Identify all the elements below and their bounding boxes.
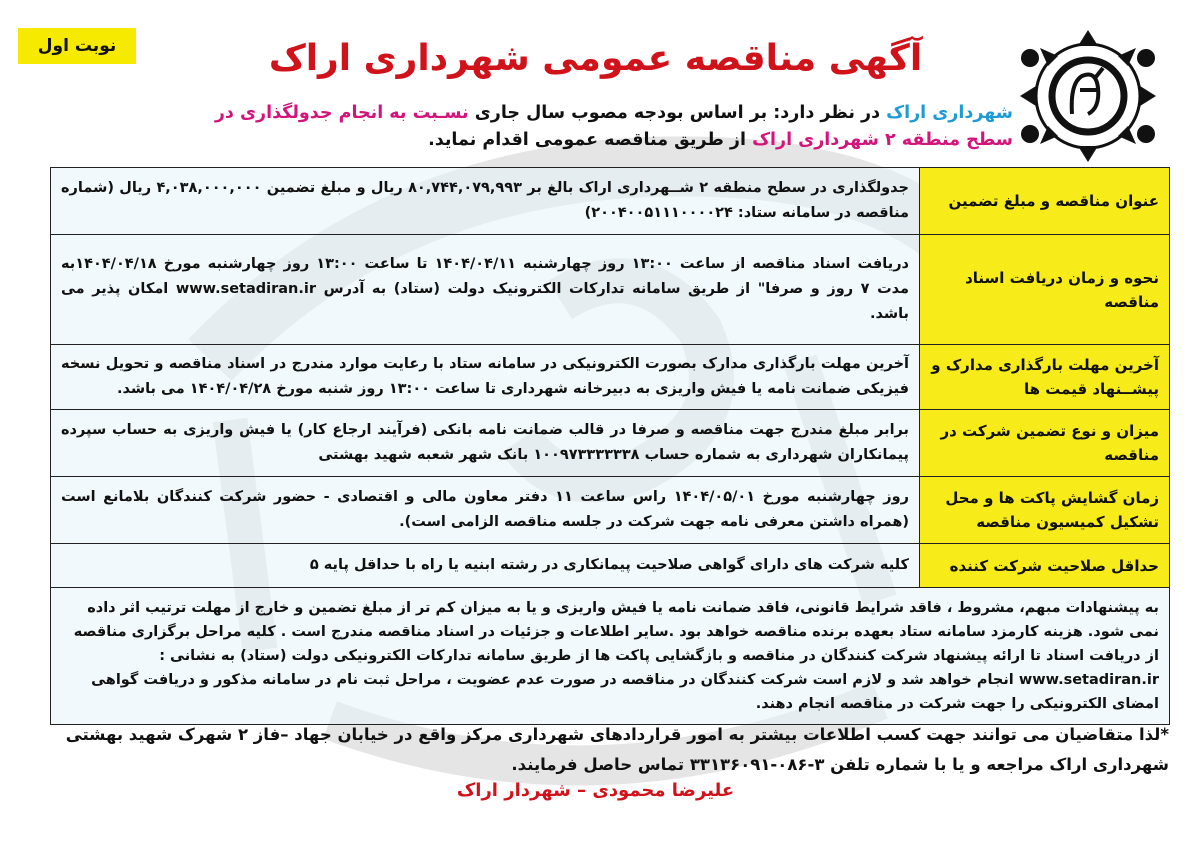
table-row — [51, 410, 1170, 477]
row-value: برابر مبلغ مندرج جهت مناقصه و صرفا در قالب ضمانت نامه بانکی (فرآیند ارجاع کار) یا فیش واریزی به حساب سپرده پیمانکاران شهرداری به شماره حساب ۱۰۰۹۷۳۳۳۳۳۳۸ بانک شهر شعبه شهید بهشتی — [51, 410, 920, 477]
table-row — [51, 345, 1170, 410]
row-label: نحوه و زمان دریافت اسناد مناقصه — [920, 235, 1170, 345]
row-label: آخرین مهلت بارگذاری مدارک و پیشــنهاد قیمت ها — [920, 345, 1170, 410]
setadiran-link[interactable]: www.setadiran.ir — [1018, 672, 1159, 688]
table-row — [51, 544, 1170, 588]
setadiran-link[interactable]: www.setadiran.ir — [175, 281, 317, 297]
footnote-post: انجام خواهد شد و لازم است شرکت کنندگان در مناقصه در صورت عدم عضویت ، مراحل ثبت نام در سامانه مذکور و دریافت گواهی امضای الکترونیکی را جهت شرکت در مناقصه انجام دهند. — [91, 672, 1159, 712]
row-label: میزان و نوع تضمین شرکت در مناقصه — [920, 410, 1170, 477]
row-label: زمان گشایش پاکت ها و محل تشکیل کمیسیون مناقصه — [920, 477, 1170, 544]
footnote-pre: به پیشنهادات مبهم، مشروط ، فاقد شرایط قانونی، فاقد ضمانت نامه یا فیش واریزی و یا به میزان کم تر از مبلغ تضمین و خارج از مهلت ترتیب اثر داده نمی شود. هزینه کارمزد سامانه ستاد بعهده برنده مناقصه خواهد بود .سایر اطلاعات و جزئیات در اسناد مناقصه مندرج است . کلیه مراحل برگزاری مناقصه از دریافت اسناد تا ارائه پیشنهاد شرکت کنندگان در مناقصه و بازگشایی پاکت ها از طریق سامانه تدارکات الکترونیکی دولت (ستاد) به نشانی : — [73, 600, 1159, 664]
table-row — [51, 168, 1170, 235]
contact-info: *لذا متقاضیان می توانند جهت کسب اطلاعات بیشتر به امور قراردادهای شهرداری مرکز واقع در خیابان جهاد –فاز ۲ شهرک شهید بهشتی شهرداری اراک مراجعه و یا با شماره تلفن ۳-۰۸۶-۳۳۱۳۶۰۹۱ تماس حاصل فرمایند. — [65, 725, 1169, 774]
intro-organization: شهرداری اراک — [886, 103, 1013, 123]
table-row — [51, 235, 1170, 345]
row-label: عنوان مناقصه و مبلغ تضمین — [920, 168, 1170, 235]
table-row — [51, 477, 1170, 544]
intro-text-1: در نظر دارد: بر اساس بودجه مصوب سال جاری — [468, 103, 887, 123]
intro-paragraph — [183, 100, 1013, 154]
table-row — [51, 588, 1170, 725]
row-value: آخرین مهلت بارگذاری مدارک بصورت الکترونیکی در سامانه ستاد با رعایت موارد مندرج در اسناد مناقصه و تحویل نسخه فیزیکی ضمانت نامه یا فیش واریزی به دبیرخانه شهرداری تا ساعت ۱۳:۰۰ روز شنبه مورخ ۱۴۰۴/۰۴/۲۸ می باشد. — [51, 345, 920, 410]
arak-municipality-emblem-icon — [1000, 28, 1175, 163]
row-value: جدولگذاری در سطح منطقه ۲ شــهرداری اراک بالغ بر ۸۰,۷۴۴,۰۷۹,۹۹۳ ریال و مبلغ تضمین ۴,۰۳۸,۰۰۰,۰۰۰ ریال (شماره مناقصه در سامانه ستاد: ۲۰۰۴۰۰۵۱۱۱۰۰۰۰۲۴) — [51, 168, 920, 235]
intro-text-2: از طریق مناقصه عمومی اقدام نماید. — [428, 130, 753, 150]
row-value — [51, 235, 920, 345]
row-label: حداقل صلاحیت شرکت کننده — [920, 544, 1170, 588]
mayor-signature: علیرضا محمودی – شهردار اراک — [456, 780, 735, 801]
terms-footnote — [51, 588, 1170, 725]
row-value: روز چهارشنبه مورخ ۱۴۰۴/۰۵/۰۱ راس ساعت ۱۱ دفتر معاون مالی و اقتصادی - حضور شرکت کنندگان بلامانع است (همراه داشتن معرفی نامه جهت شرکت در جلسه مناقصه الزامی است). — [51, 477, 920, 544]
intro-highlight: نسـبت به انجام جدولگذاری در سطح منطقه ۲ شهرداری اراک — [214, 103, 1013, 150]
publication-round-badge: نوبت اول — [18, 28, 136, 64]
row-value-pre: دریافت اسناد مناقصه از ساعت ۱۳:۰۰ روز چهارشنبه ۱۴۰۴/۰۴/۱۱ تا ساعت ۱۳:۰۰ روز چهارشنبه مورخ ۱۴۰۴/۰۴/۱۸به مدت ۷ روز و صرفا" از طریق سامانه تدارکات الکترونیک دولت (ستاد) به آدرس — [61, 256, 909, 297]
row-value: کلیه شرکت های دارای گواهی صلاحیت پیمانکاری در رشته ابنیه یا راه با حداقل پایه ۵ — [51, 544, 920, 588]
notice-title: آگهی مناقصه عمومی شهرداری اراک — [268, 38, 923, 79]
tender-details-table — [50, 167, 1170, 725]
row-value-post: امکان پذیر می باشد. — [61, 281, 909, 322]
